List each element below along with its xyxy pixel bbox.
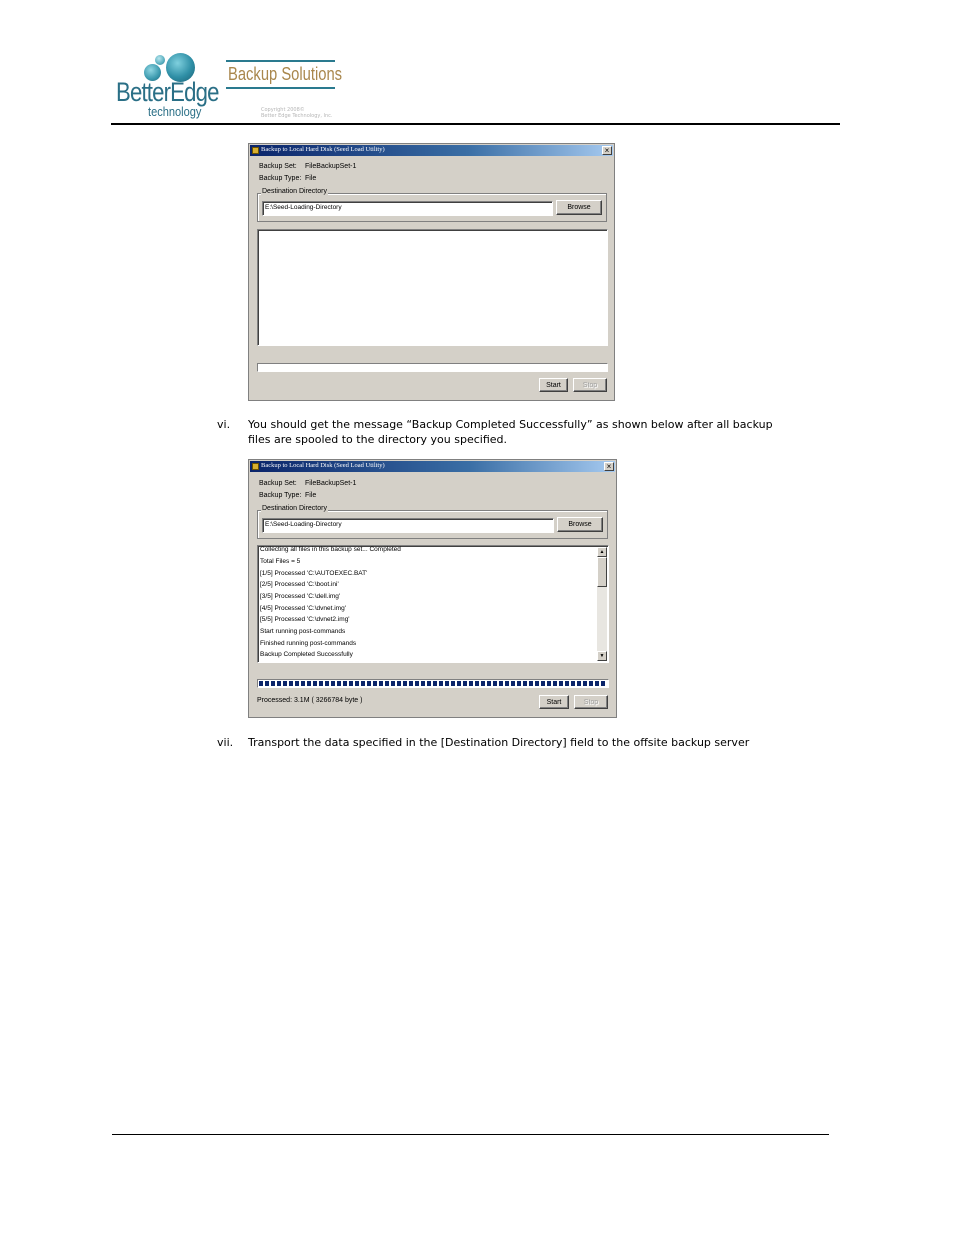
app-icon <box>252 147 259 154</box>
dialog-titlebar <box>250 461 615 472</box>
dialog-title: Backup to Local Hard Disk (Seed Load Utility) <box>261 462 385 469</box>
logo-subtitle: technology <box>148 104 202 119</box>
log-line: [1/5] Processed 'C:\AUTOEXEC.BAT' <box>260 570 368 577</box>
progress-bar <box>257 363 608 372</box>
step-vii-number: vii. <box>217 736 234 749</box>
seed-load-dialog-completed <box>248 459 617 718</box>
copyright-line-1: Copyright 2008© <box>261 107 305 113</box>
log-area <box>257 545 609 663</box>
step-vi-line-2: files are spooled to the directory you specified. <box>248 432 508 446</box>
step-vii-text: Transport the data specified in the [Destination Directory] field to the offsite backup server <box>248 736 750 749</box>
header-rule <box>111 123 840 125</box>
backup-set-value: FileBackupSet-1 <box>305 163 357 170</box>
close-button[interactable]: × <box>602 146 612 155</box>
log-scrollbar[interactable] <box>597 547 607 661</box>
start-button[interactable]: Start <box>539 695 569 709</box>
dialog-title: Backup to Local Hard Disk (Seed Load Utility) <box>261 146 385 153</box>
log-line: Backup Completed Successfully <box>260 651 353 658</box>
browse-button[interactable]: Browse <box>557 517 603 532</box>
backup-type-value: File <box>305 492 317 499</box>
step-vi-number: vi. <box>217 418 231 431</box>
backup-type-value: File <box>305 175 317 182</box>
log-line: [5/5] Processed 'C:\dvnet2.img' <box>260 616 350 623</box>
scroll-down-icon[interactable]: ▼ <box>597 651 607 661</box>
browse-button[interactable]: Browse <box>556 200 602 215</box>
scroll-up-icon[interactable]: ▲ <box>597 547 607 557</box>
app-icon <box>252 463 259 470</box>
backup-set-label: Backup Set: <box>259 480 297 487</box>
destination-input[interactable]: E:\Seed-Loading-Directory <box>262 201 553 216</box>
destination-legend: Destination Directory <box>262 188 327 195</box>
log-area <box>257 229 608 346</box>
product-rule-top <box>226 60 335 62</box>
step-vi-line-1: You should get the message “Backup Completed Successfully” as shown below after all backup <box>248 418 773 431</box>
product-name: Backup Solutions <box>228 64 343 84</box>
seed-load-dialog-initial <box>248 143 615 401</box>
log-line: Start running post-commands <box>260 628 346 635</box>
product-rule-bottom <box>226 87 335 89</box>
destination-legend: Destination Directory <box>262 505 327 512</box>
footer-rule <box>112 1134 829 1135</box>
log-line: [3/5] Processed 'C:\dell.img' <box>260 593 341 600</box>
close-button[interactable]: × <box>604 462 614 471</box>
log-line: [4/5] Processed 'C:\dvnet.img' <box>260 605 346 612</box>
progress-fill <box>259 681 607 686</box>
logo-wordmark: BetterEdge <box>116 77 219 107</box>
copyright-line-2: Better Edge Technology, Inc. <box>261 113 333 119</box>
processed-status: Processed: 3.1M ( 3266784 byte ) <box>257 697 363 704</box>
logo-bubble-small <box>155 55 165 65</box>
backup-set-label: Backup Set: <box>259 163 297 170</box>
backup-type-label: Backup Type: <box>259 175 302 182</box>
log-line: [2/5] Processed 'C:\boot.ini' <box>260 581 339 588</box>
progress-bar <box>257 679 609 688</box>
log-line: Finished running post-commands <box>260 640 357 647</box>
log-line: Total Files = 5 <box>260 558 301 565</box>
destination-input[interactable]: E:\Seed-Loading-Directory <box>262 518 554 533</box>
step-vi-text <box>248 418 828 447</box>
stop-button[interactable]: Stop <box>574 695 608 709</box>
backup-type-label: Backup Type: <box>259 492 302 499</box>
log-line: Collecting all files in this backup set... Completed <box>260 546 401 553</box>
backup-set-value: FileBackupSet-1 <box>305 480 357 487</box>
dialog-titlebar <box>250 145 613 156</box>
stop-button[interactable]: Stop <box>573 378 607 392</box>
start-button[interactable]: Start <box>539 378 568 392</box>
scroll-thumb[interactable] <box>597 557 607 587</box>
